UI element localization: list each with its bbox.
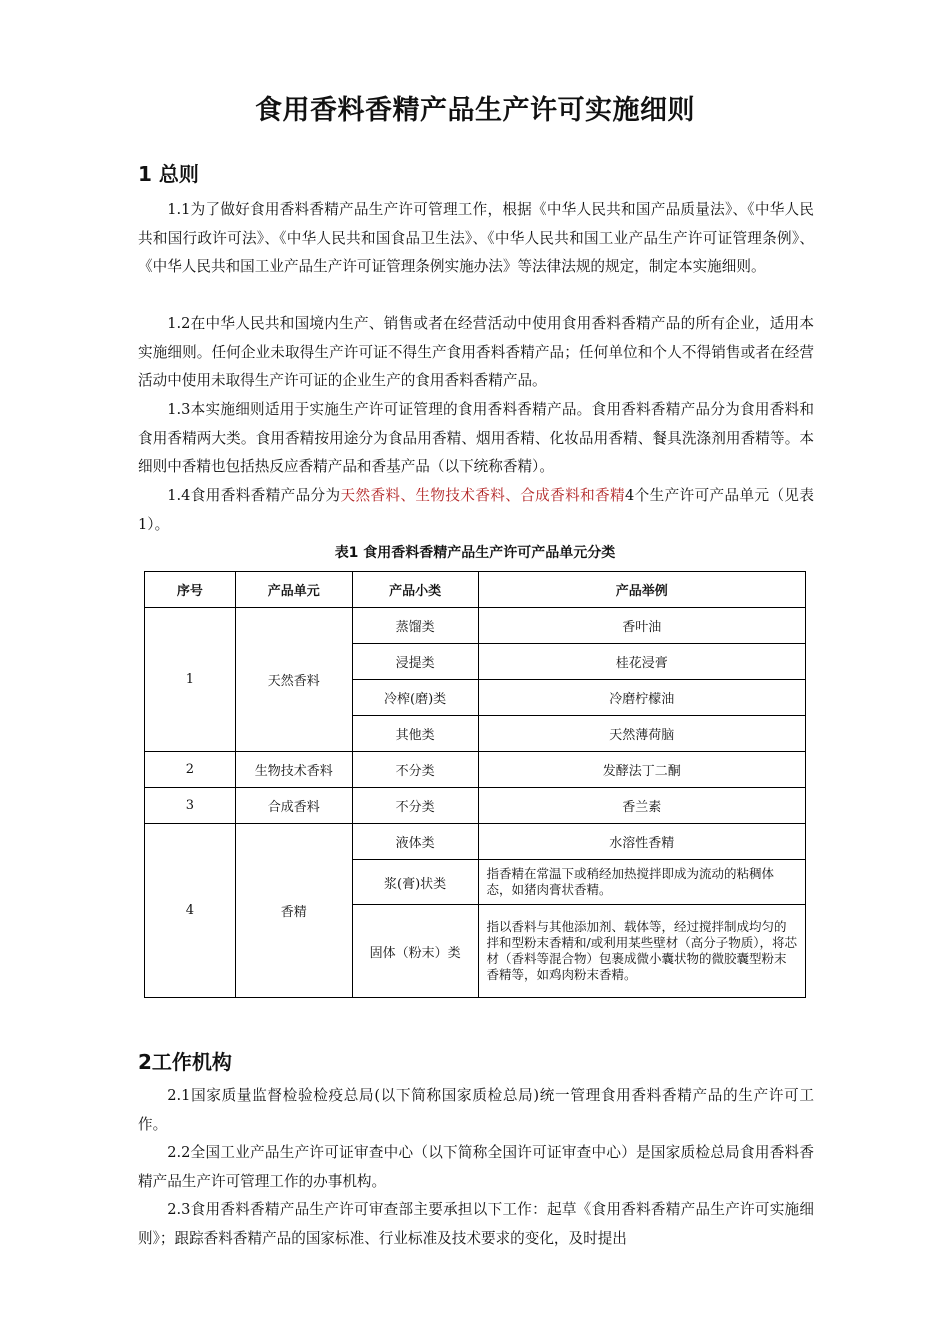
table-caption: 表1 食用香料香精产品生产许可产品单元分类 — [334, 545, 616, 561]
cell-unit: 合成香料 — [235, 788, 352, 824]
cell-subclass: 冷榨(磨)类 — [352, 680, 478, 716]
cell-unit: 生物技术香料 — [235, 752, 352, 788]
cell-no: 4 — [145, 824, 236, 998]
document-title: 食用香料香精产品生产许可实施细则 — [255, 95, 695, 126]
cell-example: 天然薄荷脑 — [478, 716, 805, 752]
cell-example: 香兰素 — [478, 788, 805, 824]
header-no: 序号 — [145, 572, 236, 608]
cell-subclass: 液体类 — [352, 824, 478, 860]
paragraph-2-1: 2.1国家质量监督检验检疫总局(以下简称国家质检总局)统一管理食用香料香精产品的生产许可工作。 — [138, 1087, 814, 1133]
cell-no: 3 — [145, 788, 236, 824]
paragraph-2-3: 2.3食用香料香精产品生产许可审查部主要承担以下工作：起草《食用香料香精产品生产许可实施细则》；跟踪香料香精产品的国家标准、行业标准及技术要求的变化，及时提出 — [138, 1201, 814, 1247]
table-row — [145, 824, 806, 860]
paragraph-1-2: 1.2在中华人民共和国境内生产、销售或者在经营活动中使用食用香料香精产品的所有企业，适用本实施细则。任何企业未取得生产许可证不得生产食用香料香精产品；任何单位和个人不得销售或者在经营活动中使用未取得生产许可证的企业生产的食用香料香精产品。 — [138, 315, 814, 389]
cell-subclass: 蒸馏类 — [352, 608, 478, 644]
section-2-heading: 2工作机构 — [138, 1050, 232, 1074]
p4-text-pre: 1.4食用香料香精产品分为 — [167, 487, 341, 504]
cell-example: 桂花浸膏 — [478, 644, 805, 680]
table-row — [145, 608, 806, 644]
header-example: 产品举例 — [478, 572, 805, 608]
cell-example: 指以香料与其他添加剂、载体等，经过搅拌制成均匀的拌和型粉末香精和/或利用某些壁材（高分子物质），将芯材（香料等混合物）包裹成微小囊状物的微胶囊型粉末香精等，如鸡肉粉末香精。 — [478, 905, 805, 998]
table-row — [145, 788, 806, 824]
cell-no: 2 — [145, 752, 236, 788]
cell-unit: 香精 — [235, 824, 352, 998]
section-1-heading: 1 总则 — [138, 162, 199, 186]
cell-example: 香叶油 — [478, 608, 805, 644]
p4-highlight: 天然香料、生物技术香料、合成香料和香精 — [340, 487, 626, 504]
cell-subclass: 浆(膏)状类 — [352, 860, 478, 905]
cell-unit: 天然香料 — [235, 608, 352, 752]
cell-subclass: 其他类 — [352, 716, 478, 752]
cell-example: 指香精在常温下或稍经加热搅拌即成为流动的粘稠体态，如猪肉膏状香精。 — [478, 860, 805, 905]
cell-example: 水溶性香精 — [478, 824, 805, 860]
header-unit: 产品单元 — [235, 572, 352, 608]
cell-subclass: 不分类 — [352, 752, 478, 788]
paragraph-2-2: 2.2全国工业产品生产许可证审查中心（以下简称全国许可证审查中心）是国家质检总局食用香料香精产品生产许可管理工作的办事机构。 — [138, 1144, 814, 1190]
table-row — [145, 752, 806, 788]
paragraph-1-3: 1.3本实施细则适用于实施生产许可证管理的食用香料香精产品。食用香料香精产品分为食用香料和食用香精两大类。食用香精按用途分为食品用香精、烟用香精、化妆品用香精、餐具洗涤剂用香精等。本细则中香精也包括热反应香精产品和香基产品（以下统称香精）。 — [138, 401, 814, 475]
p4-text-post: 4个生产许可产品单元（见表1）。 — [138, 487, 814, 533]
paragraph-1-4 — [138, 482, 814, 539]
product-unit-table — [144, 571, 806, 998]
cell-subclass: 不分类 — [352, 788, 478, 824]
paragraph-1-1: 1.1为了做好食用香料香精产品生产许可管理工作，根据《中华人民共和国产品质量法》、《中华人民共和国行政许可法》、《中华人民共和国食品卫生法》、《中华人民共和国工业产品生产许可证管理条例》、《中华人民共和国工业产品生产许可证管理条例实施办法》等法律法规的规定，制定本实施细则。 — [138, 201, 814, 275]
table-header-row — [145, 572, 806, 608]
cell-no: 1 — [145, 608, 236, 752]
cell-example: 发酵法丁二酮 — [478, 752, 805, 788]
cell-subclass: 浸提类 — [352, 644, 478, 680]
cell-example: 冷磨柠檬油 — [478, 680, 805, 716]
header-subclass: 产品小类 — [352, 572, 478, 608]
cell-subclass: 固体（粉末）类 — [352, 905, 478, 998]
